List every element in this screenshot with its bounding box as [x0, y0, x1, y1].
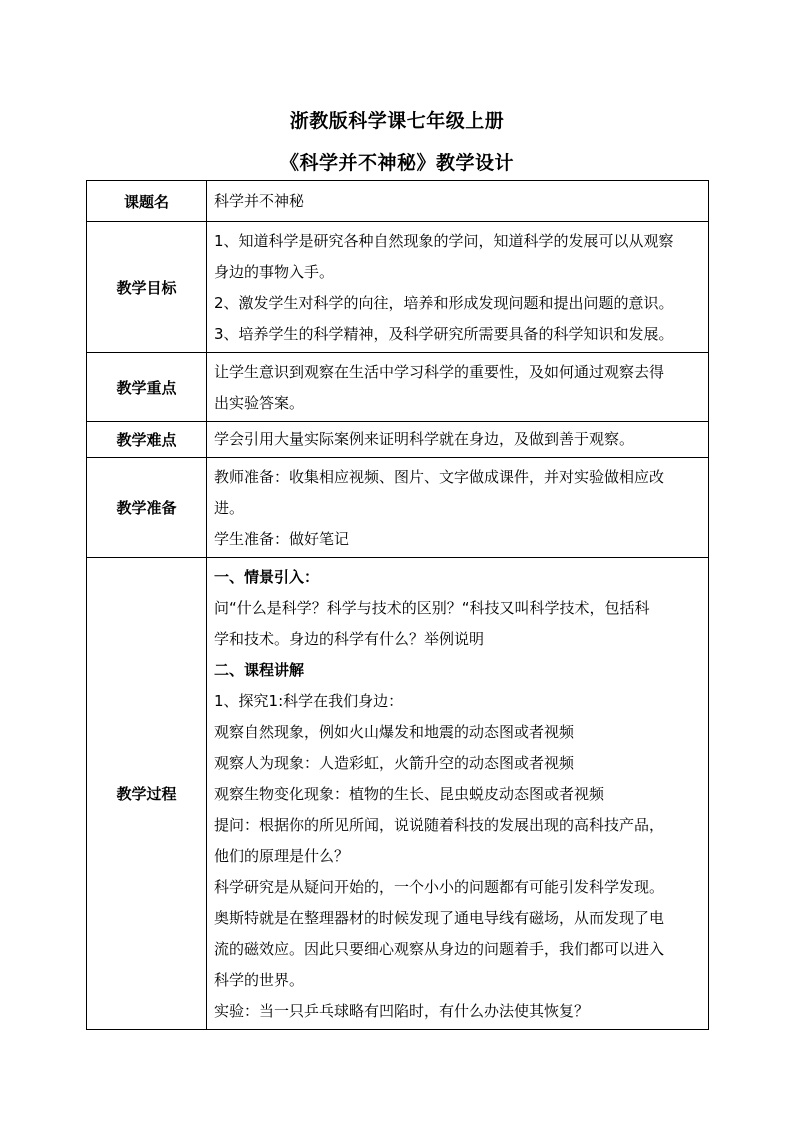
row-content: [207, 353, 709, 422]
content-line: 学生准备：做好笔记: [214, 530, 350, 548]
content-line: 2、激发学生对科学的向往，培养和形成发现问题和提出问题的意识。: [214, 294, 674, 312]
content-line: 实验：当一只乒乓球略有凹陷时，有什么办法使其恢复？: [214, 1002, 590, 1020]
content-line: 3、培养学生的科学精神，及科学研究所需要具备的科学知识和发展。: [214, 325, 674, 343]
content-line: 学和技术。身边的科学有什么？举例说明: [214, 630, 485, 648]
content-line: 科学的世界。: [214, 971, 305, 989]
content-line: 身边的事物入手。: [214, 263, 335, 281]
lesson-plan-table: [86, 180, 709, 1030]
row-label: 教学目标: [87, 222, 207, 353]
row-content: [207, 558, 709, 1030]
content-line: 1、探究1:科学在我们身边：: [214, 692, 404, 710]
row-content: [207, 422, 709, 458]
row-label: 教学重点: [87, 353, 207, 422]
row-label: 教学过程: [87, 558, 207, 1030]
content-line: 观察生物变化现象：植物的生长、昆虫蜕皮动态图或者视频: [214, 785, 605, 803]
content-line: 科学研究是从疑问开始的，一个小小的问题都有可能引发科学发现。: [214, 878, 665, 896]
content-line: 让学生意识到观察在生活中学习科学的重要性，及如何通过观察去得: [214, 363, 665, 381]
content-line: 流的磁效应。因此只要细心观察从身边的问题着手，我们都可以进入: [214, 940, 665, 958]
table-row: [87, 558, 709, 1030]
table-row: [87, 458, 709, 558]
document-subtitle: 《科学并不神秘》教学设计: [279, 152, 514, 174]
table-row: [87, 181, 709, 222]
content-line: 学会引用大量实际案例来证明科学就在身边，及做到善于观察。: [214, 430, 635, 448]
row-label: 教学准备: [87, 458, 207, 558]
content-line: 观察人为现象：人造彩虹，火箭升空的动态图或者视频: [214, 754, 575, 772]
section-heading: 一、情景引入：: [214, 568, 320, 586]
content-line: 出实验答案。: [214, 394, 305, 412]
content-line: 1、知道科学是研究各种自然现象的学问，知道科学的发展可以从观察: [214, 232, 674, 250]
row-content: [207, 181, 709, 222]
section-heading: 二、课程讲解: [214, 661, 305, 679]
document-title: 浙教版科学课七年级上册: [289, 110, 505, 132]
content-line: 奥斯特就是在整理器材的时候发现了通电导线有磁场，从而发现了电: [214, 909, 665, 927]
content-line: 教师准备：收集相应视频、图片、文字做成课件，并对实验做相应改: [214, 468, 665, 486]
content-line: 提问：根据你的所见所闻，说说随着科技的发展出现的高科技产品，: [214, 816, 665, 834]
table-row: [87, 422, 709, 458]
content-line: 观察自然现象，例如火山爆发和地震的动态图或者视频: [214, 723, 575, 741]
row-content: [207, 222, 709, 353]
table-row: [87, 353, 709, 422]
row-content: [207, 458, 709, 558]
content-line: 科学并不神秘: [214, 192, 305, 210]
row-label: 教学难点: [87, 422, 207, 458]
row-label: 课题名: [87, 181, 207, 222]
content-line: 进。: [214, 499, 245, 517]
content-line: 他们的原理是什么？: [214, 847, 350, 865]
table-row: [87, 222, 709, 353]
content-line: 问“什么是科学？科学与技术的区别？“科技又叫科学技术，包括科: [214, 599, 650, 617]
